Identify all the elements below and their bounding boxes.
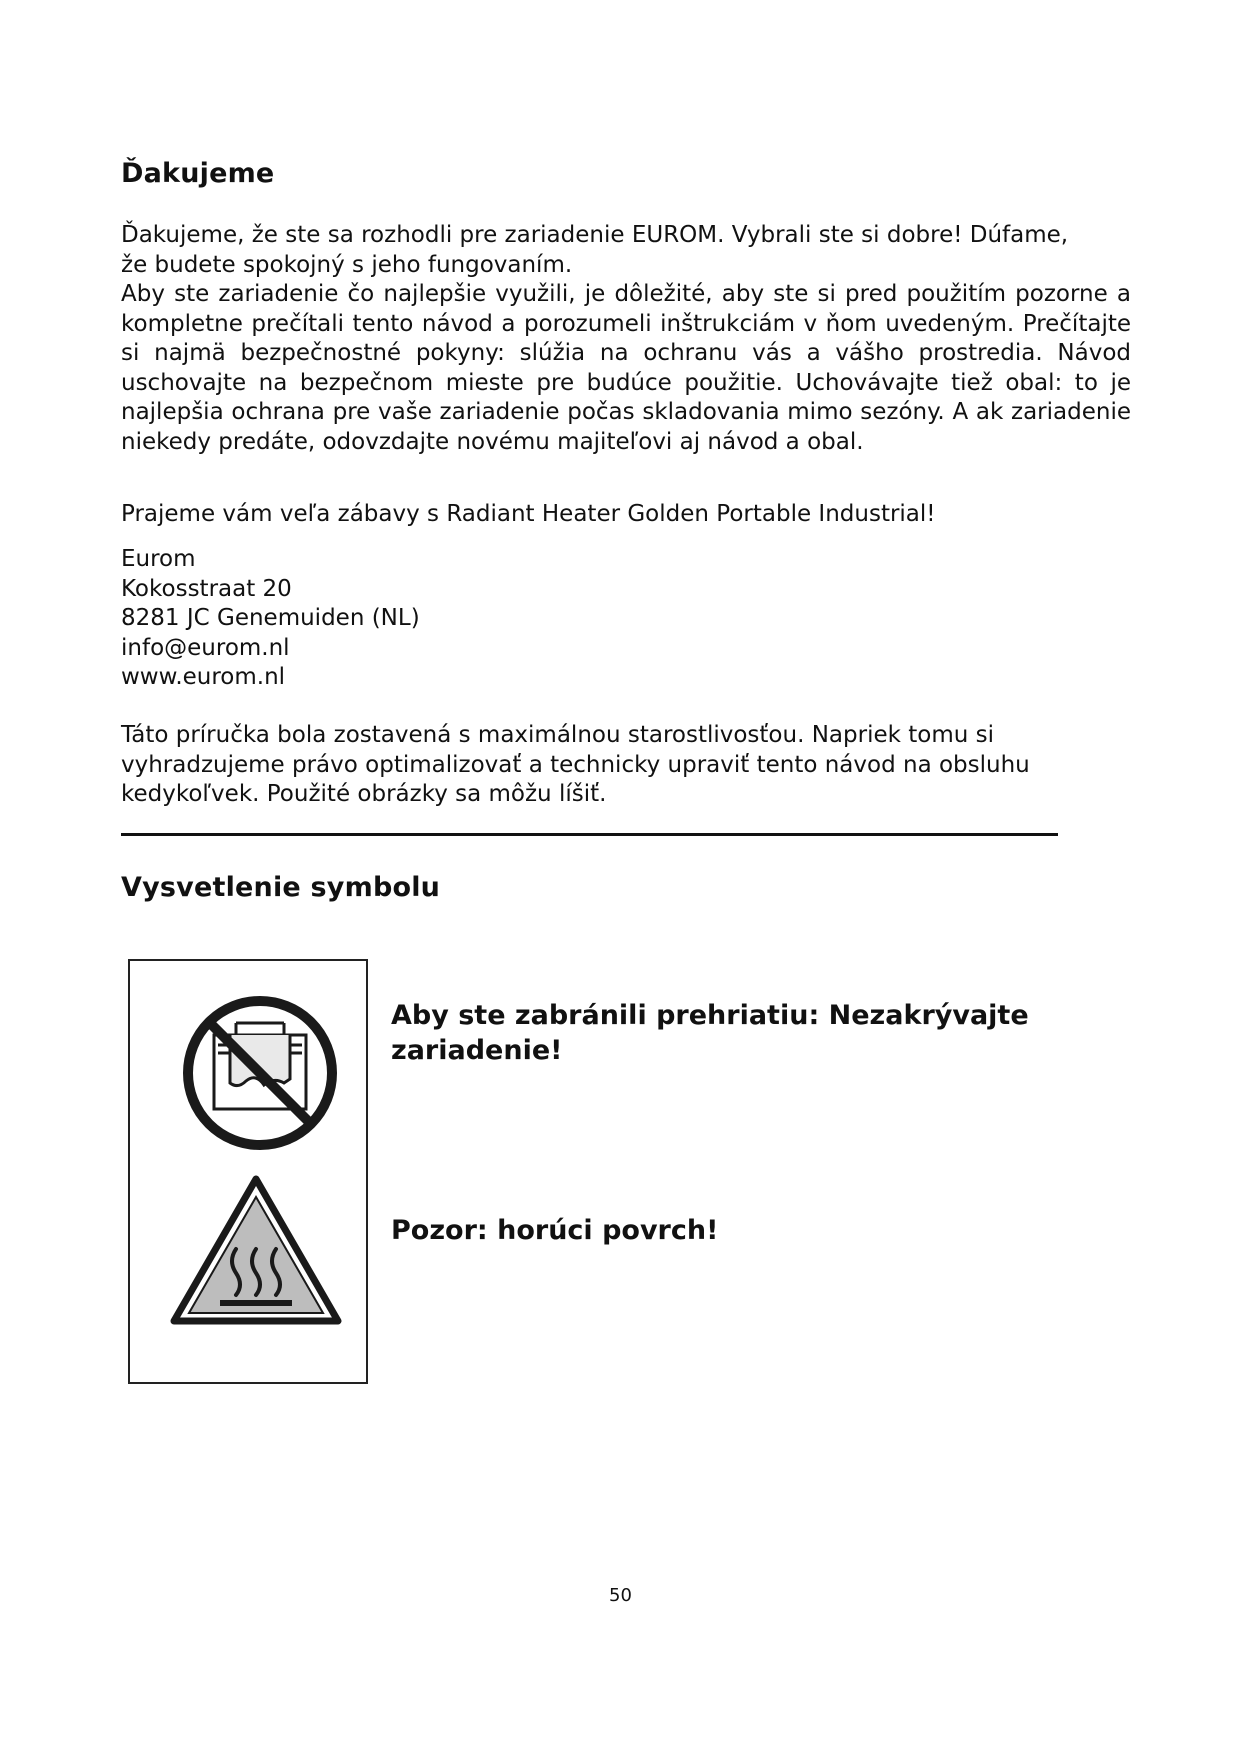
address-street: Kokosstraat 20 bbox=[121, 575, 292, 602]
address-block bbox=[121, 545, 1131, 693]
disclaimer-text: Táto príručka bola zostavená s maximálnou starostlivosťou. Napriek tomu si vyhradzujeme právo optimalizovať a technicky upraviť tento návod na obsluhu kedykoľvek. Použité obrázky sa môžu líšiť. bbox=[121, 722, 1030, 807]
address-company: Eurom bbox=[121, 546, 196, 572]
symbol-label-hot-surface: Pozor: horúci povrch! bbox=[391, 1215, 719, 1246]
section-title-thanks: Ďakujeme bbox=[121, 158, 275, 189]
section-divider bbox=[121, 833, 1058, 836]
section-title-symbols: Vysvetlenie symbolu bbox=[121, 872, 441, 903]
intro-text bbox=[121, 221, 1131, 457]
page-number: 50 bbox=[609, 1585, 632, 1606]
address-city: 8281 JC Genemuiden (NL) bbox=[121, 605, 420, 631]
address-website: www.eurom.nl bbox=[121, 664, 286, 690]
hot-surface-icon bbox=[168, 1171, 344, 1331]
address-email: info@eurom.nl bbox=[121, 634, 290, 661]
symbol-label-no-cover: Aby ste zabránili prehriatiu: Nezakrývajte zariadenie! bbox=[391, 1000, 1029, 1066]
intro-line: Ďakujeme, že ste sa rozhodli pre zariadenie EUROM. Vybrali ste si dobre! Dúfame, bbox=[121, 222, 1069, 248]
intro-line: že budete spokojný s jeho fungovaním. bbox=[121, 251, 573, 278]
intro-paragraph: Aby ste zariadenie čo najlepšie využili, je dôležité, aby ste si pred použitím pozorne a kompletne prečítali tento návod a porozumeli inštrukciám v ňom uvedeným. Prečítajte si najmä bezpečnostné pokyny: slúžia na ochranu vás a vášho prostredia. Návod uschovajte na bezpečnom mieste pre budúce použitie. Uchovávajte tiež obal: to je najlepšia ochrana pre vaše zariadenie počas skladovania mimo sezóny. A ak zariadenie niekedy predáte, odovzdajte novému majiteľovi aj návod a obal. bbox=[121, 281, 1131, 455]
closing-text: Prajeme vám veľa zábavy s Radiant Heater Golden Portable Industrial! bbox=[121, 501, 936, 527]
no-cover-icon bbox=[180, 993, 340, 1153]
symbol-panel bbox=[128, 959, 368, 1384]
